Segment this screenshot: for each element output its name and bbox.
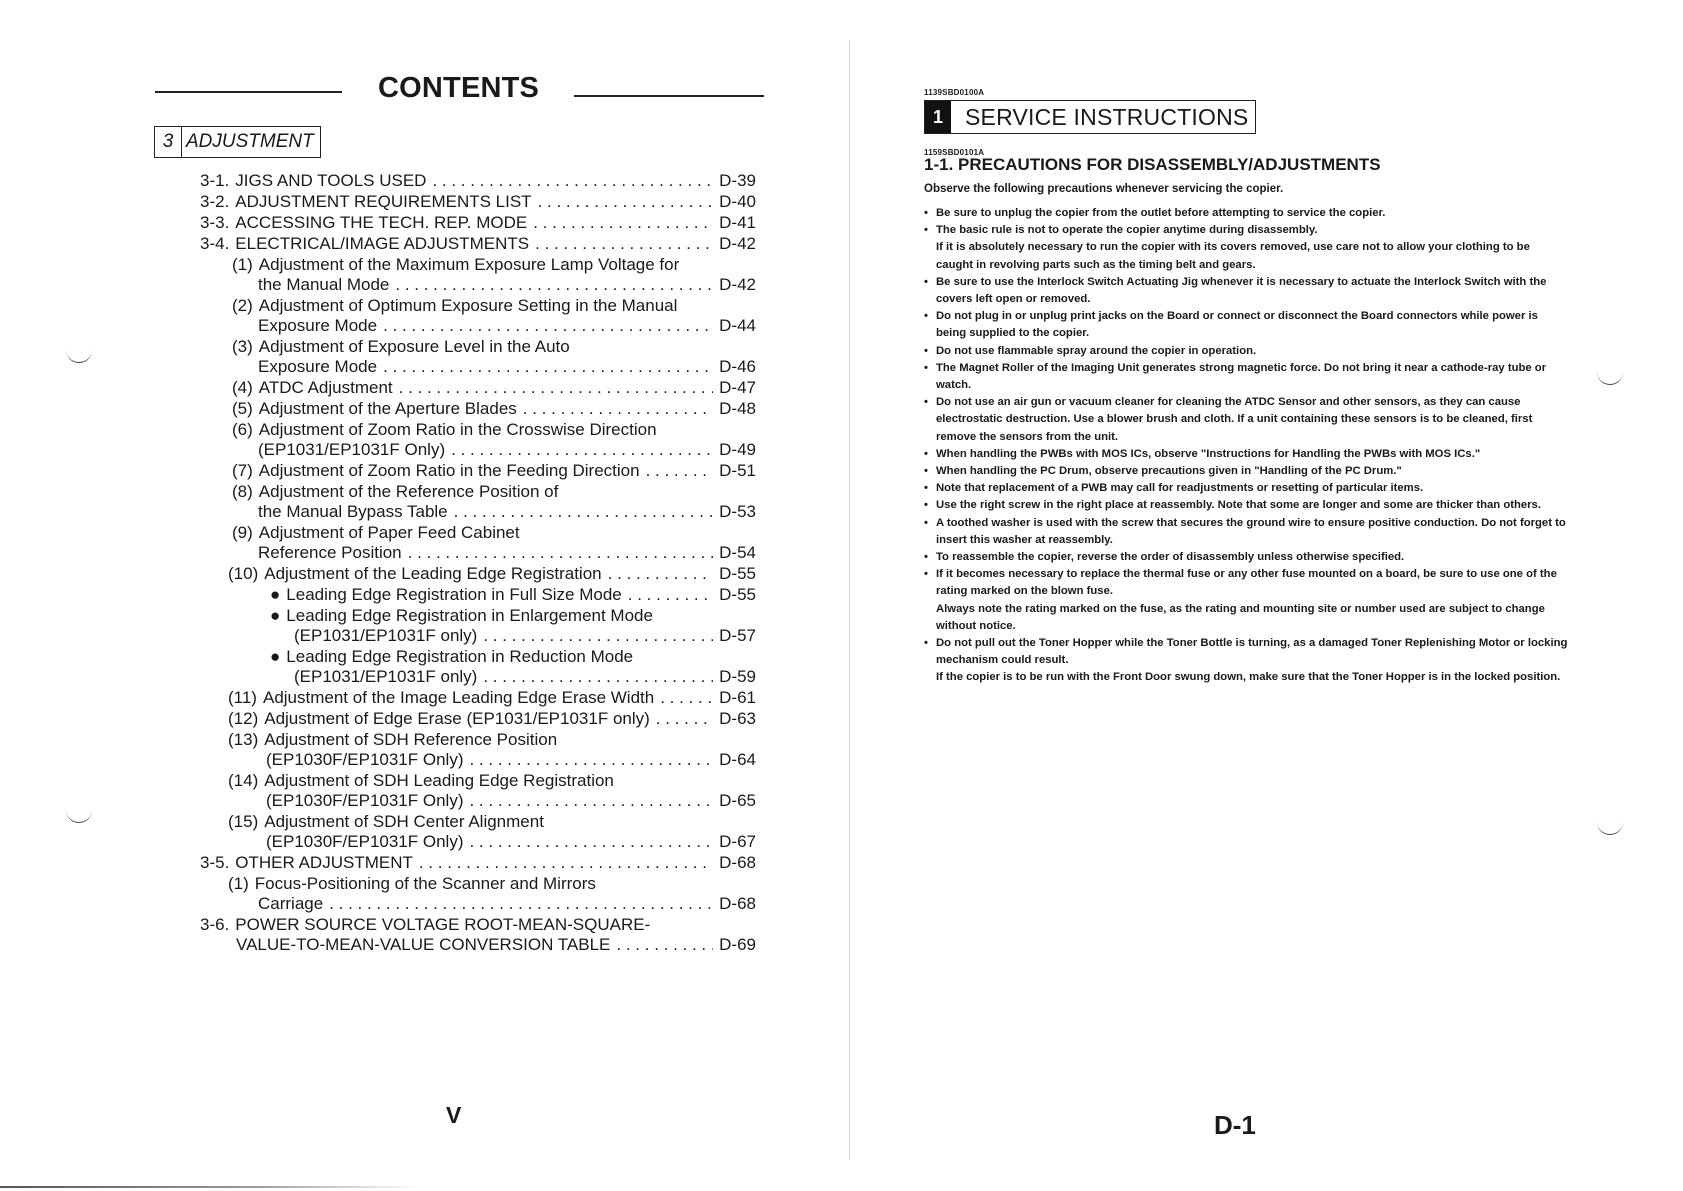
toc-leader-dots [656, 709, 713, 729]
toc-entry-title: ATDC Adjustment [258, 378, 393, 397]
precaution-text: The basic rule is not to operate the copier anytime during disassembly. [936, 224, 1318, 237]
precaution-note: If it is absolutely necessary to run the copier with its covers removed, use care not to allow your clothing to be caught in revolving parts such as the timing belt and gears. [936, 241, 1530, 271]
toc-leader-dots [469, 750, 713, 770]
toc-entry-number: 3-2. [200, 192, 230, 211]
toc-leader-dots [454, 502, 714, 522]
toc-entry-title: Leading Edge Registration in Reduction Mode [286, 647, 634, 666]
toc-entry-number: 3-5. [200, 853, 230, 872]
precaution-text: If it becomes necessary to replace the thermal fuse or any other fuse mounted on a board, be sure to use one of the rating marked on the blown fuse. [936, 568, 1557, 598]
precaution-text: Do not pull out the Toner Hopper while the Toner Bottle is turning, as a damaged Toner Replenishing Motor or locking mechanism could result. [936, 637, 1568, 667]
toc-leader-dots [608, 564, 714, 584]
toc-leader-dots [432, 171, 713, 191]
toc-leader-dots [616, 935, 713, 955]
intro-text: Observe the following precautions whenever servicing the copier. [924, 183, 1284, 195]
toc-entry-title: Exposure Mode [258, 316, 378, 335]
chapter-number: 3 [155, 127, 182, 157]
precaution-item [924, 360, 1569, 394]
toc-entry-title: ELECTRICAL/IMAGE ADJUSTMENTS [235, 234, 530, 253]
toc-entry-title: VALUE-TO-MEAN-VALUE CONVERSION TABLE [236, 935, 611, 954]
toc-entry-title: Adjustment of Zoom Ratio in the Feeding Direction [258, 461, 640, 480]
precaution-item [924, 394, 1569, 446]
toc-leader-dots [660, 688, 713, 708]
toc-entry[interactable] [200, 378, 756, 398]
toc-leader-dots [646, 461, 714, 481]
precaution-item [924, 480, 1569, 497]
toc-entry[interactable] [200, 482, 756, 522]
toc-leader-dots [383, 357, 713, 377]
toc-entry-title: (EP1031/EP1031F only) [294, 626, 478, 645]
precaution-text: Note that replacement of a PWB may call for readjustments or resetting of particular items. [936, 482, 1424, 495]
precautions-list [924, 205, 1569, 687]
toc-entry-number: (11) [228, 688, 257, 707]
toc-entry-number: 3-1. [200, 171, 230, 190]
toc-entry-title: Adjustment of SDH Reference Position [264, 730, 558, 749]
toc-entry-title: Adjustment of SDH Leading Edge Registration [264, 771, 614, 790]
toc-page-ref: D-44 [719, 316, 756, 335]
toc-page-ref: D-55 [719, 585, 756, 604]
toc-entry-title: Adjustment of Edge Erase (EP1031/EP1031F only) [264, 709, 650, 728]
toc-entry-title: POWER SOURCE VOLTAGE ROOT-MEAN-SQUARE- [235, 915, 651, 934]
toc-entry[interactable] [200, 688, 756, 708]
toc-entry-title: (EP1031/EP1031F only) [294, 667, 478, 686]
precaution-item [924, 446, 1569, 463]
toc-entry-number: 3-6. [200, 915, 230, 934]
toc-leader-dots [523, 399, 713, 419]
precaution-note: Always note the rating marked on the fuse, as the rating and mounting site or number used are subject to change without notice. [936, 602, 1545, 632]
toc-entry-title: (EP1030F/EP1031F Only) [266, 750, 464, 769]
toc-entry-title: Adjustment of the Reference Position of [258, 482, 559, 501]
toc-entry[interactable] [200, 399, 756, 419]
toc-leader-dots [451, 440, 713, 460]
page-number: V [446, 1102, 462, 1128]
contents-title: CONTENTS [378, 72, 540, 104]
subsection-code: 1159SBD0101A [924, 148, 985, 157]
toc-entry-number: (14) [228, 771, 259, 790]
toc-entry-number: (3) [232, 337, 253, 356]
toc-entry-number: (4) [232, 378, 253, 397]
toc-page-ref: D-69 [719, 935, 756, 954]
precaution-text: Use the right screw in the right place at reassembly. Note that some are longer and some are thicker than others. [936, 499, 1541, 512]
toc-page-ref: D-64 [719, 750, 756, 769]
toc-entry-number: 3-3. [200, 213, 230, 232]
precaution-item [924, 635, 1569, 687]
precaution-item [924, 497, 1569, 514]
toc-entry-title: Leading Edge Registration in Full Size Mode [286, 585, 622, 604]
toc-page-ref: D-51 [719, 461, 756, 480]
toc-leader-dots [538, 192, 714, 212]
toc-entry-title: (EP1030F/EP1031F Only) [266, 791, 464, 810]
page-number: D-1 [1214, 1110, 1256, 1140]
toc-entry-number: 3-4. [200, 234, 230, 253]
title-rule-left [155, 91, 342, 93]
toc-entry-title: ACCESSING THE TECH. REP. MODE [235, 213, 528, 232]
toc-entry-title: Adjustment of the Image Leading Edge Erase Width [262, 688, 655, 707]
toc-entry[interactable] [200, 771, 756, 811]
toc-leader-dots [483, 626, 713, 646]
chapter-heading [154, 126, 321, 158]
precaution-text: Do not use flammable spray around the copier in operation. [936, 344, 1257, 357]
toc-entry-number: (13) [228, 730, 259, 749]
precaution-item [924, 308, 1569, 342]
subsection-title: 1-1. PRECAUTIONS FOR DISASSEMBLY/ADJUSTMENTS [924, 155, 1381, 174]
title-rule-right [574, 95, 764, 97]
section-code: 1139SBD0100A [924, 88, 985, 97]
toc-entry-number: (1) [232, 255, 253, 274]
toc-entry-number: (6) [232, 420, 253, 439]
toc-entry-title: Exposure Mode [258, 357, 378, 376]
toc-entry-title: the Manual Bypass Table [258, 502, 448, 521]
toc-page-ref: D-68 [719, 853, 756, 872]
toc-entry[interactable] [200, 420, 756, 460]
toc-leader-dots [469, 832, 713, 852]
toc-entry-title: Adjustment of Optimum Exposure Setting in the Manual [258, 296, 678, 315]
toc-entry-title: (EP1030F/EP1031F Only) [266, 832, 464, 851]
toc-entry-title: Adjustment of Paper Feed Cabinet [258, 523, 520, 542]
toc-entry[interactable] [200, 915, 756, 955]
toc-page-ref: D-55 [719, 564, 756, 583]
toc-leader-dots [329, 894, 713, 914]
precaution-item [924, 463, 1569, 480]
section-banner [924, 100, 1256, 134]
toc-entry[interactable] [200, 709, 756, 729]
toc-page-ref: D-41 [719, 213, 756, 232]
toc-entry-title: Focus-Positioning of the Scanner and Mirrors [254, 874, 596, 893]
precaution-item [924, 515, 1569, 549]
toc-entry[interactable] [200, 647, 756, 687]
toc-entry-title: JIGS AND TOOLS USED [235, 171, 427, 190]
toc-entry-title: OTHER ADJUSTMENT [235, 853, 413, 872]
precaution-text: To reassemble the copier, reverse the order of disassembly unless otherwise specified. [936, 551, 1405, 564]
toc-entry-title: Adjustment of the Maximum Exposure Lamp Voltage for [258, 255, 680, 274]
toc-entry[interactable] [200, 585, 756, 605]
chapter-title: ADJUSTMENT [186, 131, 314, 152]
toc-entry[interactable] [200, 337, 756, 377]
toc-entry[interactable] [200, 255, 756, 295]
section-title: SERVICE INSTRUCTIONS [965, 103, 1249, 130]
precaution-text: Be sure to use the Interlock Switch Actuating Jig whenever it is necessary to actuate the Interlock Switch with the covers left open or removed. [936, 275, 1547, 306]
toc-entry-number: ● [270, 647, 281, 666]
table-of-contents [200, 171, 756, 956]
toc-leader-dots [408, 543, 714, 563]
toc-entry[interactable] [200, 853, 756, 873]
precaution-text: Be sure to unplug the copier from the outlet before attempting to service the copier. [936, 207, 1386, 219]
toc-entry-title: Reference Position [258, 543, 402, 562]
toc-page-ref: D-59 [719, 667, 756, 686]
toc-leader-dots [399, 378, 714, 398]
toc-entry-title: Carriage [258, 894, 324, 913]
toc-page-ref: D-42 [719, 234, 756, 253]
toc-page-ref: D-39 [719, 171, 756, 190]
toc-page-ref: D-40 [719, 192, 756, 211]
precaution-item [924, 343, 1569, 360]
precaution-text: When handling the PWBs with MOS ICs, observe "Instructions for Handling the PWBs with MOS ICs." [936, 447, 1481, 460]
toc-entry-number: ● [270, 585, 281, 604]
toc-page-ref: D-57 [719, 626, 756, 645]
service-instructions-page [850, 0, 1683, 1191]
precaution-item [924, 205, 1569, 222]
toc-entry[interactable] [200, 812, 756, 852]
toc-entry-number: (9) [232, 523, 253, 542]
toc-page-ref: D-47 [719, 378, 756, 397]
toc-leader-dots [395, 275, 713, 295]
toc-entry-title: Adjustment of the Aperture Blades [258, 399, 517, 418]
precaution-item [924, 566, 1569, 635]
toc-entry[interactable] [200, 730, 756, 770]
precaution-item [924, 274, 1569, 308]
toc-page-ref: D-68 [719, 894, 756, 913]
toc-entry[interactable] [200, 296, 756, 336]
toc-entry-title: (EP1031/EP1031F Only) [258, 440, 446, 459]
toc-leader-dots [533, 213, 713, 233]
precaution-text: When handling the PC Drum, observe precautions given in "Handling of the PC Drum." [936, 465, 1402, 478]
toc-leader-dots [469, 791, 713, 811]
toc-entry-number: (15) [228, 812, 259, 831]
toc-entry[interactable] [200, 192, 756, 212]
toc-entry[interactable] [200, 234, 756, 254]
toc-entry[interactable] [200, 606, 756, 646]
toc-entry[interactable] [200, 564, 756, 584]
precaution-item [924, 549, 1569, 566]
toc-leader-dots [628, 585, 713, 605]
toc-entry[interactable] [200, 461, 756, 481]
precaution-text: Do not use an air gun or vacuum cleaner for cleaning the ATDC Sensor and other sensors, as they can cause electrostatic destruction. Use a blower brush and cloth. If a unit containing these sensors is to be cleaned, first remove the sensors from the unit. [936, 396, 1533, 443]
toc-entry-title: the Manual Mode [258, 275, 390, 294]
precaution-item [924, 222, 1569, 274]
toc-page-ref: D-67 [719, 832, 756, 851]
toc-entry-title: Leading Edge Registration in Enlargement Mode [286, 606, 653, 625]
toc-entry[interactable] [200, 523, 756, 563]
section-number: 1 [925, 101, 951, 133]
toc-leader-dots [419, 853, 713, 873]
toc-page-ref: D-53 [719, 502, 756, 521]
precaution-text: The Magnet Roller of the Imaging Unit generates strong magnetic force. Do not bring it near a cathode-ray tube or watch. [936, 361, 1547, 392]
toc-leader-dots [483, 667, 713, 687]
toc-leader-dots [535, 234, 713, 254]
toc-entry[interactable] [200, 213, 756, 233]
toc-entry-title: Adjustment of Exposure Level in the Auto [258, 337, 570, 356]
toc-entry-title: Adjustment of Zoom Ratio in the Crosswise Direction [258, 420, 657, 439]
toc-page-ref: D-54 [719, 543, 756, 562]
toc-page-ref: D-61 [719, 688, 756, 707]
toc-entry-number: (7) [232, 461, 253, 480]
toc-entry-number: (8) [232, 482, 253, 501]
toc-page-ref: D-42 [719, 275, 756, 294]
toc-page-ref: D-49 [719, 440, 756, 459]
toc-page-ref: D-65 [719, 791, 756, 810]
toc-page-ref: D-48 [719, 399, 756, 418]
toc-entry-number: (5) [232, 399, 253, 418]
toc-entry-number: (2) [232, 296, 253, 315]
toc-leader-dots [383, 316, 713, 336]
precaution-note: If the copier is to be run with the Front Door swung down, make sure that the Toner Hopper is in the locked position. [936, 671, 1561, 684]
toc-entry-number: (12) [228, 709, 259, 728]
toc-entry-number: (10) [228, 564, 259, 583]
toc-entry-title: Adjustment of the Leading Edge Registration [264, 564, 602, 583]
toc-entry[interactable] [200, 874, 756, 914]
toc-entry[interactable] [200, 171, 756, 191]
toc-page-ref: D-46 [719, 357, 756, 376]
precaution-text: A toothed washer is used with the screw that secures the ground wire to ensure positive conduction. Do not forget to insert this washer at reassembly. [936, 516, 1566, 546]
toc-entry-title: ADJUSTMENT REQUIREMENTS LIST [235, 192, 532, 211]
toc-page-ref: D-63 [719, 709, 756, 728]
toc-entry-title: Adjustment of SDH Center Alignment [264, 812, 544, 831]
precaution-text: Do not plug in or unplug print jacks on the Board or connect or disconnect the Board connectors while power is being supplied to the copier. [936, 310, 1538, 340]
toc-entry-number: ● [270, 606, 281, 625]
toc-entry-number: (1) [228, 874, 249, 893]
